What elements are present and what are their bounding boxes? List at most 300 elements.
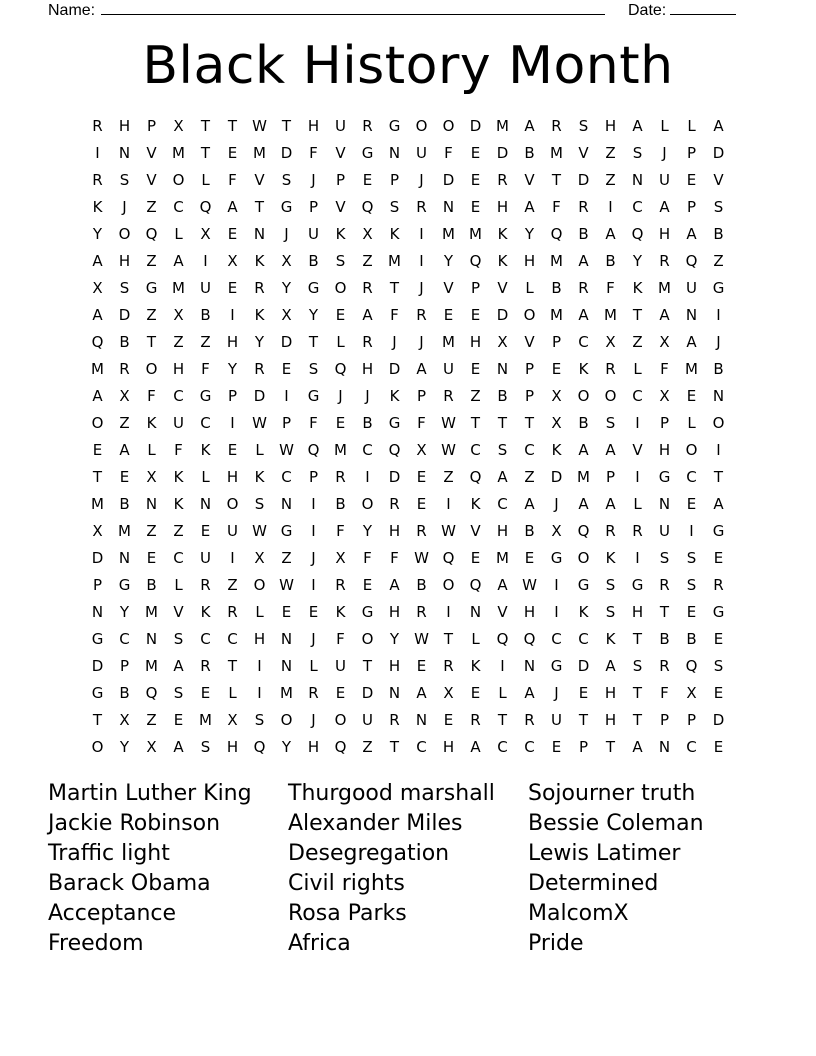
grid-cell: P bbox=[92, 576, 103, 594]
grid-cell: Y bbox=[362, 522, 373, 540]
grid-cell: A bbox=[227, 198, 238, 216]
grid-cell: K bbox=[173, 468, 184, 486]
grid-cell: C bbox=[200, 630, 211, 648]
grid-cell: W bbox=[252, 117, 267, 135]
grid-cell: T bbox=[632, 684, 643, 702]
grid-cell: H bbox=[118, 117, 131, 135]
grid-row bbox=[84, 248, 732, 275]
grid-cell: I bbox=[419, 225, 424, 243]
grid-cell: D bbox=[118, 306, 131, 324]
grid-cell: A bbox=[119, 441, 130, 459]
grid-cell: M bbox=[604, 306, 617, 324]
grid-cell: R bbox=[200, 657, 211, 675]
grid-cell: F bbox=[390, 549, 399, 567]
grid-cell: U bbox=[200, 279, 211, 297]
grid-cell: F bbox=[660, 360, 669, 378]
grid-cell: I bbox=[419, 252, 424, 270]
grid-cell: A bbox=[173, 252, 184, 270]
grid-cell: Z bbox=[173, 333, 184, 351]
grid-cell: H bbox=[307, 117, 320, 135]
grid-cell: S bbox=[200, 738, 211, 756]
grid-cell: Z bbox=[119, 414, 130, 432]
grid-cell: Z bbox=[713, 252, 724, 270]
grid-cell: P bbox=[524, 387, 535, 405]
grid-cell: O bbox=[712, 414, 725, 432]
grid-cell: P bbox=[416, 387, 427, 405]
grid-cell: M bbox=[442, 225, 455, 243]
grid-cell: W bbox=[414, 549, 429, 567]
grid-cell: Q bbox=[685, 252, 698, 270]
grid-cell: C bbox=[686, 738, 697, 756]
grid-cell: P bbox=[524, 360, 535, 378]
grid-cell: L bbox=[201, 171, 210, 189]
grid-cell: C bbox=[524, 441, 535, 459]
grid-cell: G bbox=[280, 522, 293, 540]
grid-cell: S bbox=[713, 657, 724, 675]
grid-cell: G bbox=[658, 468, 671, 486]
grid-cell: U bbox=[335, 117, 346, 135]
grid-cell: I bbox=[446, 495, 451, 513]
grid-cell: C bbox=[227, 630, 238, 648]
grid-cell: M bbox=[550, 306, 563, 324]
grid-cell: Q bbox=[523, 630, 536, 648]
grid-cell: N bbox=[658, 495, 671, 513]
grid-cell: E bbox=[470, 144, 481, 162]
grid-cell: O bbox=[523, 306, 536, 324]
grid-cell: I bbox=[284, 387, 289, 405]
grid-cell: S bbox=[308, 360, 319, 378]
grid-cell: E bbox=[470, 684, 481, 702]
word-list bbox=[48, 779, 788, 959]
grid-cell: E bbox=[200, 522, 211, 540]
grid-cell: V bbox=[254, 171, 265, 189]
grid-cell: S bbox=[605, 414, 616, 432]
grid-cell: L bbox=[336, 333, 345, 351]
grid-cell: K bbox=[92, 198, 103, 216]
grid-cell: C bbox=[173, 549, 184, 567]
grid-cell: O bbox=[361, 630, 374, 648]
grid-cell: I bbox=[230, 549, 235, 567]
grid-cell: C bbox=[470, 441, 481, 459]
grid-cell: L bbox=[309, 657, 318, 675]
word-list-item: Acceptance bbox=[48, 901, 177, 926]
grid-cell: E bbox=[335, 414, 346, 432]
grid-cell: R bbox=[362, 279, 373, 297]
grid-cell: W bbox=[522, 576, 537, 594]
grid-cell: Z bbox=[524, 468, 535, 486]
grid-cell: P bbox=[308, 198, 319, 216]
grid-cell: C bbox=[173, 198, 184, 216]
grid-cell: H bbox=[388, 522, 401, 540]
word-list-item: Sojourner truth bbox=[528, 781, 696, 806]
grid-cell: G bbox=[550, 549, 563, 567]
grid-cell: B bbox=[119, 495, 130, 513]
grid-cell: F bbox=[417, 414, 426, 432]
grid-cell: H bbox=[604, 684, 617, 702]
grid-cell: P bbox=[281, 414, 292, 432]
grid-cell: V bbox=[713, 171, 724, 189]
letter-grid bbox=[84, 113, 732, 761]
grid-cell: S bbox=[686, 576, 697, 594]
grid-row bbox=[84, 356, 732, 383]
grid-cell: O bbox=[91, 738, 104, 756]
grid-cell: E bbox=[227, 441, 238, 459]
grid-cell: Y bbox=[119, 603, 130, 621]
grid-cell: E bbox=[713, 738, 724, 756]
grid-cell: Y bbox=[227, 360, 238, 378]
grid-row bbox=[84, 734, 732, 761]
grid-cell: G bbox=[712, 279, 725, 297]
grid-cell: A bbox=[659, 306, 670, 324]
grid-cell: M bbox=[334, 441, 347, 459]
grid-cell: D bbox=[280, 144, 293, 162]
grid-cell: E bbox=[119, 468, 130, 486]
grid-cell: R bbox=[92, 171, 103, 189]
grid-cell: C bbox=[200, 414, 211, 432]
grid-cell: O bbox=[145, 360, 158, 378]
grid-cell: R bbox=[524, 711, 535, 729]
grid-cell: S bbox=[254, 495, 265, 513]
grid-cell: M bbox=[496, 549, 509, 567]
grid-row bbox=[84, 167, 732, 194]
grid-cell: N bbox=[280, 495, 293, 513]
grid-cell: N bbox=[442, 198, 455, 216]
grid-cell: I bbox=[257, 684, 262, 702]
grid-cell: E bbox=[686, 603, 697, 621]
grid-cell: Q bbox=[145, 225, 158, 243]
grid-cell: C bbox=[173, 387, 184, 405]
grid-cell: B bbox=[578, 225, 589, 243]
grid-cell: X bbox=[92, 522, 103, 540]
grid-cell: A bbox=[497, 576, 508, 594]
grid-cell: Z bbox=[443, 468, 454, 486]
grid-row bbox=[84, 653, 732, 680]
grid-cell: Q bbox=[361, 198, 374, 216]
grid-cell: T bbox=[200, 144, 211, 162]
grid-cell: S bbox=[254, 711, 265, 729]
grid-cell: D bbox=[361, 684, 374, 702]
grid-cell: T bbox=[92, 468, 103, 486]
grid-cell: J bbox=[419, 171, 424, 189]
grid-cell: N bbox=[118, 549, 131, 567]
grid-cell: Y bbox=[92, 225, 103, 243]
grid-cell: I bbox=[95, 144, 100, 162]
grid-cell: I bbox=[635, 468, 640, 486]
grid-cell: G bbox=[631, 576, 644, 594]
grid-cell: I bbox=[635, 414, 640, 432]
page-title: Black History Month bbox=[142, 36, 674, 96]
grid-cell: E bbox=[470, 360, 481, 378]
grid-cell: T bbox=[632, 630, 643, 648]
grid-cell: U bbox=[416, 144, 427, 162]
grid-cell: A bbox=[686, 333, 697, 351]
grid-cell: E bbox=[686, 171, 697, 189]
grid-cell: E bbox=[443, 306, 454, 324]
grid-cell: Y bbox=[443, 252, 454, 270]
grid-cell: U bbox=[551, 711, 562, 729]
grid-row bbox=[84, 113, 732, 140]
grid-cell: R bbox=[362, 117, 373, 135]
grid-cell: N bbox=[469, 603, 482, 621]
grid-cell: R bbox=[578, 198, 589, 216]
grid-cell: T bbox=[227, 117, 238, 135]
grid-cell: R bbox=[605, 522, 616, 540]
grid-cell: B bbox=[416, 576, 427, 594]
grid-cell: X bbox=[281, 306, 292, 324]
grid-cell: A bbox=[686, 225, 697, 243]
grid-cell: Y bbox=[281, 738, 292, 756]
grid-cell: M bbox=[145, 603, 158, 621]
grid-cell: K bbox=[254, 468, 265, 486]
grid-cell: T bbox=[524, 414, 535, 432]
grid-cell: N bbox=[712, 387, 725, 405]
grid-cell: I bbox=[230, 414, 235, 432]
grid-cell: W bbox=[441, 522, 456, 540]
grid-cell: K bbox=[173, 495, 184, 513]
grid-cell: D bbox=[91, 657, 104, 675]
grid-cell: Z bbox=[227, 576, 238, 594]
grid-cell: X bbox=[416, 441, 427, 459]
grid-cell: H bbox=[496, 522, 509, 540]
grid-cell: R bbox=[254, 279, 265, 297]
grid-cell: B bbox=[713, 225, 724, 243]
grid-cell: K bbox=[605, 630, 616, 648]
grid-cell: L bbox=[147, 441, 156, 459]
grid-cell: I bbox=[554, 576, 559, 594]
grid-cell: B bbox=[659, 630, 670, 648]
grid-row bbox=[84, 275, 732, 302]
grid-cell: E bbox=[281, 360, 292, 378]
grid-cell: B bbox=[146, 576, 157, 594]
grid-cell: X bbox=[173, 117, 184, 135]
grid-cell: Q bbox=[91, 333, 104, 351]
grid-cell: V bbox=[335, 144, 346, 162]
grid-cell: G bbox=[361, 144, 374, 162]
grid-cell: Q bbox=[685, 657, 698, 675]
grid-cell: I bbox=[365, 468, 370, 486]
grid-cell: V bbox=[524, 333, 535, 351]
grid-cell: F bbox=[444, 144, 453, 162]
grid-cell: J bbox=[122, 198, 127, 216]
grid-cell: A bbox=[578, 306, 589, 324]
word-list-item: Pride bbox=[528, 931, 584, 956]
word-list-item: Africa bbox=[288, 931, 351, 956]
grid-cell: K bbox=[632, 279, 643, 297]
grid-cell: E bbox=[551, 738, 562, 756]
grid-cell: Z bbox=[146, 252, 157, 270]
grid-cell: J bbox=[284, 225, 289, 243]
grid-cell: G bbox=[712, 522, 725, 540]
grid-cell: M bbox=[550, 144, 563, 162]
grid-cell: G bbox=[199, 387, 212, 405]
grid-cell: J bbox=[365, 387, 370, 405]
grid-cell: K bbox=[200, 441, 211, 459]
grid-cell: L bbox=[687, 414, 696, 432]
grid-cell: J bbox=[716, 333, 721, 351]
grid-cell: O bbox=[334, 711, 347, 729]
grid-cell: X bbox=[551, 522, 562, 540]
grid-cell: T bbox=[632, 711, 643, 729]
grid-cell: E bbox=[443, 711, 454, 729]
grid-cell: T bbox=[254, 198, 265, 216]
grid-cell: U bbox=[686, 279, 697, 297]
grid-cell: F bbox=[606, 279, 615, 297]
grid-row bbox=[84, 599, 732, 626]
grid-cell: X bbox=[119, 387, 130, 405]
grid-cell: Q bbox=[631, 225, 644, 243]
grid-cell: A bbox=[173, 738, 184, 756]
grid-cell: O bbox=[172, 171, 185, 189]
grid-cell: Q bbox=[145, 684, 158, 702]
grid-cell: Y bbox=[389, 630, 400, 648]
grid-cell: N bbox=[631, 171, 644, 189]
grid-cell: J bbox=[419, 333, 424, 351]
grid-cell: Q bbox=[577, 522, 590, 540]
grid-cell: Q bbox=[307, 441, 320, 459]
grid-cell: F bbox=[309, 414, 318, 432]
grid-cell: Y bbox=[632, 252, 643, 270]
grid-cell: W bbox=[441, 441, 456, 459]
grid-cell: A bbox=[92, 306, 103, 324]
grid-cell: S bbox=[605, 603, 616, 621]
grid-cell: E bbox=[524, 549, 535, 567]
grid-cell: O bbox=[577, 549, 590, 567]
grid-cell: C bbox=[524, 738, 535, 756]
grid-cell: C bbox=[497, 738, 508, 756]
grid-cell: A bbox=[605, 495, 616, 513]
grid-cell: F bbox=[660, 684, 669, 702]
grid-cell: Q bbox=[334, 738, 347, 756]
grid-cell: X bbox=[173, 306, 184, 324]
grid-cell: V bbox=[497, 279, 508, 297]
word-list-item: Alexander Miles bbox=[288, 811, 463, 836]
grid-cell: P bbox=[659, 414, 670, 432]
grid-row bbox=[84, 626, 732, 653]
grid-cell: E bbox=[470, 198, 481, 216]
grid-cell: Q bbox=[469, 468, 482, 486]
word-list-item: Jackie Robinson bbox=[48, 811, 221, 836]
grid-cell: X bbox=[362, 225, 373, 243]
grid-cell: H bbox=[226, 468, 239, 486]
grid-cell: H bbox=[496, 198, 509, 216]
grid-cell: Z bbox=[281, 549, 292, 567]
grid-row bbox=[84, 410, 732, 437]
grid-cell: A bbox=[578, 441, 589, 459]
grid-cell: H bbox=[469, 333, 482, 351]
grid-cell: G bbox=[577, 576, 590, 594]
grid-cell: V bbox=[146, 171, 157, 189]
grid-cell: F bbox=[201, 360, 210, 378]
grid-cell: R bbox=[227, 603, 238, 621]
grid-cell: R bbox=[362, 333, 373, 351]
grid-cell: E bbox=[227, 144, 238, 162]
grid-row bbox=[84, 221, 732, 248]
grid-cell: D bbox=[577, 657, 590, 675]
grid-cell: J bbox=[311, 711, 316, 729]
grid-cell: N bbox=[280, 657, 293, 675]
grid-cell: H bbox=[253, 630, 266, 648]
grid-cell: S bbox=[119, 171, 130, 189]
grid-cell: S bbox=[713, 198, 724, 216]
grid-cell: H bbox=[307, 738, 320, 756]
grid-cell: E bbox=[416, 468, 427, 486]
grid-cell: S bbox=[632, 657, 643, 675]
grid-cell: O bbox=[91, 414, 104, 432]
grid-cell: O bbox=[442, 576, 455, 594]
grid-cell: E bbox=[713, 630, 724, 648]
grid-cell: R bbox=[443, 387, 454, 405]
grid-cell: K bbox=[389, 225, 400, 243]
grid-cell: R bbox=[308, 684, 319, 702]
grid-cell: R bbox=[416, 522, 427, 540]
grid-cell: A bbox=[497, 468, 508, 486]
grid-cell: I bbox=[203, 252, 208, 270]
grid-cell: T bbox=[308, 333, 319, 351]
grid-cell: G bbox=[91, 684, 104, 702]
grid-cell: X bbox=[497, 333, 508, 351]
grid-cell: U bbox=[335, 657, 346, 675]
grid-cell: E bbox=[335, 306, 346, 324]
grid-cell: Z bbox=[146, 711, 157, 729]
grid-cell: E bbox=[713, 684, 724, 702]
grid-row bbox=[84, 194, 732, 221]
word-list-item: Rosa Parks bbox=[288, 901, 407, 926]
grid-cell: F bbox=[363, 549, 372, 567]
grid-cell: D bbox=[496, 306, 509, 324]
grid-cell: R bbox=[389, 495, 400, 513]
grid-cell: X bbox=[119, 711, 130, 729]
grid-cell: C bbox=[578, 630, 589, 648]
grid-cell: L bbox=[255, 441, 264, 459]
grid-cell: U bbox=[443, 360, 454, 378]
grid-cell: D bbox=[469, 117, 482, 135]
grid-cell: C bbox=[632, 198, 643, 216]
grid-cell: R bbox=[389, 711, 400, 729]
grid-cell: F bbox=[147, 387, 156, 405]
grid-cell: A bbox=[524, 495, 535, 513]
grid-cell: E bbox=[470, 171, 481, 189]
grid-cell: S bbox=[389, 198, 400, 216]
grid-cell: N bbox=[280, 630, 293, 648]
grid-cell: J bbox=[554, 684, 559, 702]
grid-cell: C bbox=[578, 333, 589, 351]
grid-cell: H bbox=[361, 360, 374, 378]
grid-cell: J bbox=[419, 279, 424, 297]
grid-cell: Z bbox=[362, 738, 373, 756]
grid-cell: H bbox=[658, 225, 671, 243]
grid-cell: X bbox=[443, 684, 454, 702]
grid-cell: K bbox=[254, 252, 265, 270]
grid-cell: I bbox=[230, 306, 235, 324]
grid-cell: F bbox=[336, 630, 345, 648]
grid-cell: Q bbox=[469, 252, 482, 270]
grid-cell: K bbox=[497, 252, 508, 270]
grid-cell: U bbox=[308, 225, 319, 243]
grid-cell: Y bbox=[119, 738, 130, 756]
word-list-item: Lewis Latimer bbox=[528, 841, 681, 866]
grid-cell: G bbox=[145, 279, 158, 297]
grid-cell: X bbox=[200, 225, 211, 243]
grid-cell: N bbox=[685, 306, 698, 324]
grid-cell: R bbox=[470, 711, 481, 729]
grid-cell: J bbox=[338, 387, 343, 405]
grid-cell: K bbox=[470, 495, 481, 513]
grid-cell: Z bbox=[200, 333, 211, 351]
grid-cell: V bbox=[443, 279, 454, 297]
grid-cell: L bbox=[174, 576, 183, 594]
grid-cell: C bbox=[281, 468, 292, 486]
grid-cell: N bbox=[658, 738, 671, 756]
